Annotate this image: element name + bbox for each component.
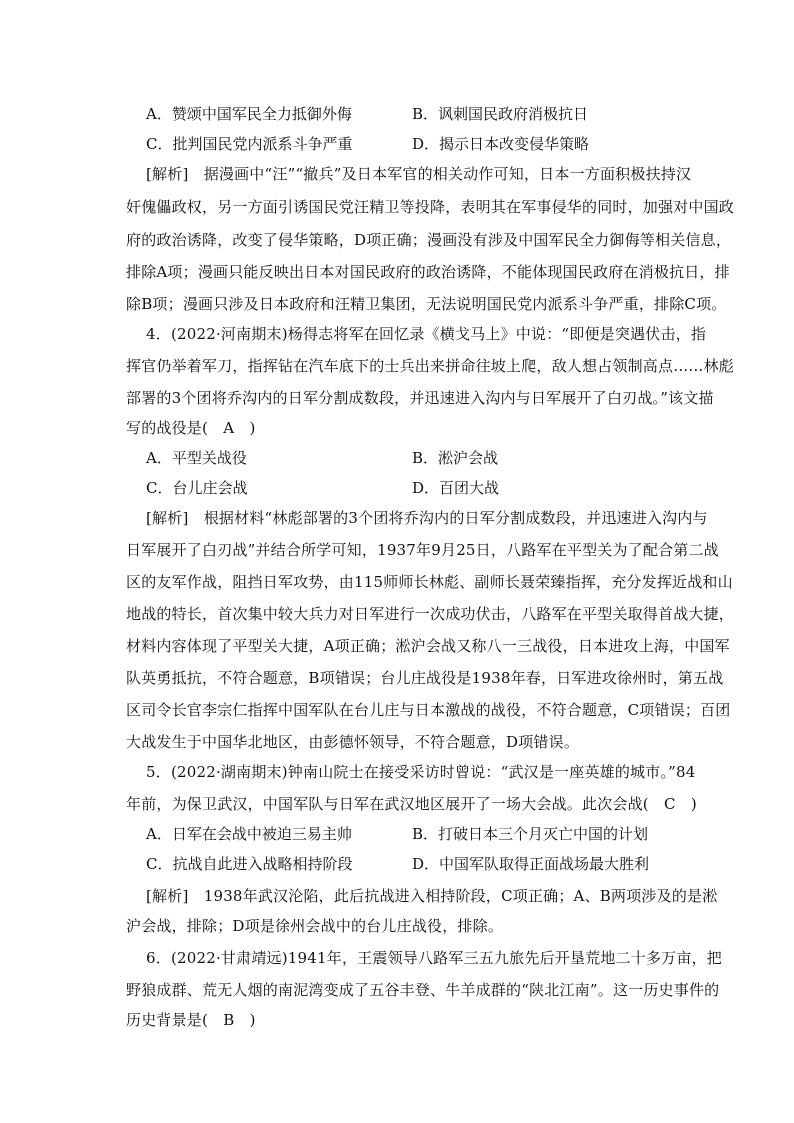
q4-analysis-line: [解析] 根据材料“林彪部署的3个团将乔沟内的日军分割成数段，并迅速进入沟内与 bbox=[146, 509, 708, 527]
q4-option-d: D．百团大战 bbox=[412, 479, 500, 497]
q4-analysis-line: 区司令长官李宗仁指挥中国军队在台儿庄与日本激战的战役，不符合题意，C项错误；百团 bbox=[126, 701, 731, 719]
q5-analysis-line: [解析] 1938年武汉沦陷，此后抗战进入相持阶段，C项正确；A、B两项涉及的是淞 bbox=[146, 887, 718, 905]
q5-stem-line: 5．(2022·湖南期末)钟南山院士在接受采访时曾说：“武汉是一座英雄的城市。”84 bbox=[146, 763, 696, 781]
q4-stem-line: 挥官仍举着军刀，指挥钻在汽车底下的士兵出来拼命往坡上爬，敌人想占领制高点……林彪 bbox=[126, 357, 735, 375]
q5-analysis-line: 沪会战，排除；D项是徐州会战中的台儿庄战役，排除。 bbox=[126, 917, 504, 935]
q5-option-b: B．打破日本三个月灭亡中国的计划 bbox=[412, 825, 649, 843]
q6-stem-line: 历史背景是( B ) bbox=[126, 1011, 256, 1029]
q5-stem-line: 年前，为保卫武汉，中国军队与日军在武汉地区展开了一场大会战。此次会战( C ) bbox=[126, 795, 697, 813]
q5-option-a: A．日军在会战中被迫三易主帅 bbox=[146, 825, 352, 843]
q4-analysis-line: 区的友军作战，阻挡日军攻势，由115师师长林彪、副师长聂荣臻指挥，充分发挥近战和山 bbox=[126, 573, 733, 591]
q5-option-c: C．抗战自此进入战略相持阶段 bbox=[146, 855, 353, 873]
q3-option-a: A．赞颂中国军民全力抵御外侮 bbox=[146, 105, 352, 123]
q3-analysis-line: 排除A项；漫画只能反映出日本对国民政府的政治诱降，不能体现国民政府在消极抗日，排 bbox=[126, 263, 730, 281]
q4-option-c: C．台儿庄会战 bbox=[146, 479, 248, 497]
q4-option-b: B．淞沪会战 bbox=[412, 449, 499, 467]
q3-analysis-line: 府的政治诱降，改变了侵华策略，D项正确；漫画没有涉及中国军民全力御侮等相关信息， bbox=[126, 231, 732, 249]
q5-option-d: D．中国军队取得正面战场最大胜利 bbox=[412, 855, 650, 873]
q4-option-a: A．平型关战役 bbox=[146, 449, 247, 467]
q3-option-b: B．讽刺国民政府消极抗日 bbox=[412, 105, 589, 123]
q4-stem-line: 部署的3个团将乔沟内的日军分割成数段，并迅速进入沟内与日军展开了白刃战。”该文描 bbox=[126, 389, 714, 407]
q4-analysis-line: 队英勇抵抗，不符合题意，B项错误；台儿庄战役是1938年春，日军进攻徐州时，第五战 bbox=[126, 669, 724, 687]
q4-stem-line: 写的战役是( A ) bbox=[126, 419, 256, 437]
q3-option-c: C．批判国民党内派系斗争严重 bbox=[146, 135, 353, 153]
q3-analysis-line: 奸傀儡政权，另一方面引诱国民党汪精卫等投降，表明其在军事侵华的同时，加强对中国政 bbox=[126, 198, 735, 216]
q4-stem-line: 4．(2022·河南期末)杨得志将军在回忆录《横戈马上》中说：“即便是突遇伏击，指 bbox=[146, 325, 707, 343]
q3-analysis-line: 除B项；漫画只涉及日本政府和汪精卫集团，无法说明国民党内派系斗争严重，排除C项。 bbox=[126, 295, 727, 313]
q4-analysis-line: 材料内容体现了平型关大捷，A项正确；淞沪会战又称八一三战役，日本进攻上海，中国军 bbox=[126, 637, 730, 655]
q3-option-d: D．揭示日本改变侵华策略 bbox=[412, 135, 590, 153]
q4-analysis-line: 日军展开了白刃战”并结合所学可知，1937年9月25日，八路军在平型关为了配合第二战 bbox=[126, 541, 719, 559]
q4-analysis-line: 地战的特长，首次集中较大兵力对日军进行一次成功伏击，八路军在平型关取得首战大捷， bbox=[126, 605, 735, 623]
q3-analysis-line: [解析] 据漫画中“汪”“撤兵”及日本军官的相关动作可知，日本一方面积极扶持汉 bbox=[146, 165, 692, 183]
q6-stem-line: 6．(2022·甘肃靖远)1941年，王震领导八路军三五九旅先后开垦荒地二十多万亩，把 bbox=[146, 949, 722, 967]
q6-stem-line: 野狼成群、荒无人烟的南泥湾变成了五谷丰登、牛羊成群的“陕北江南”。这一历史事件的 bbox=[126, 981, 720, 999]
q4-analysis-line: 大战发生于中国华北地区，由彭德怀领导，不符合题意，D项错误。 bbox=[126, 733, 580, 751]
